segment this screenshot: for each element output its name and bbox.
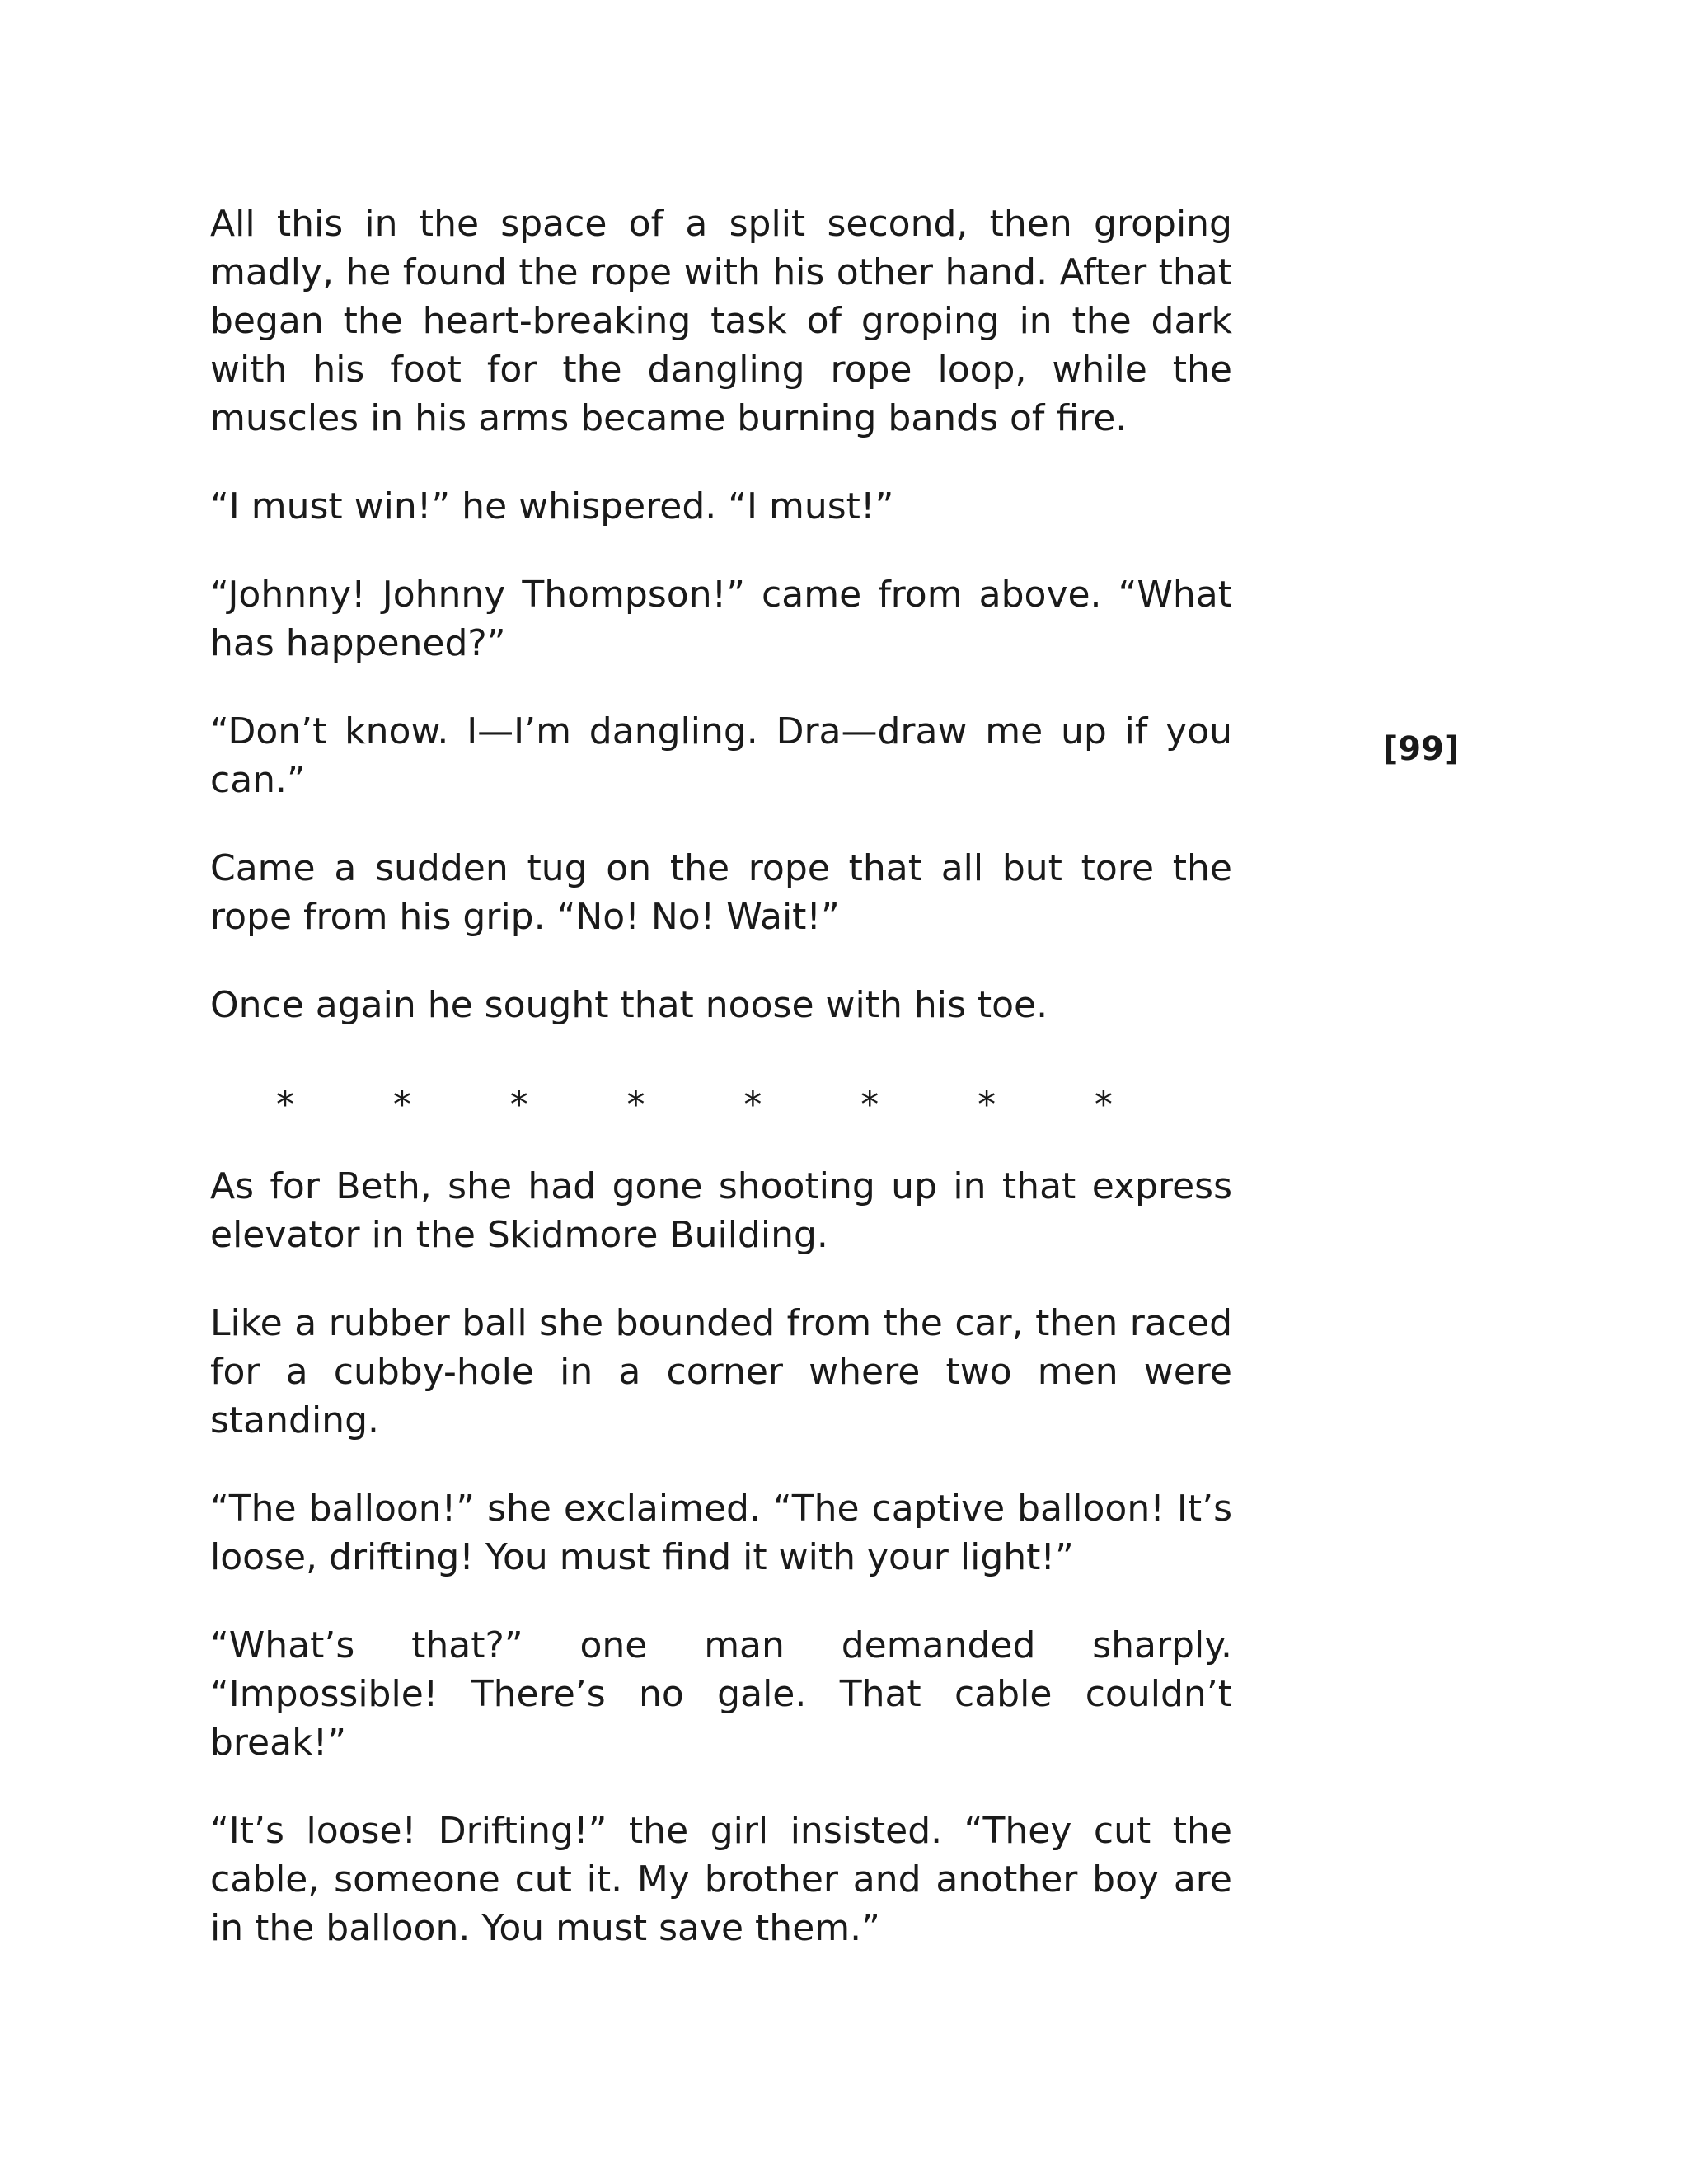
scene-break-asterisk: * (743, 1084, 762, 1126)
paragraph: As for Beth, she had gone shooting up in that express elevator in the Skidmore Building. (210, 1165, 1232, 1256)
paragraph: Came a sudden tug on the rope that all but tore the rope from his grip. “No! No! Wait!” (210, 847, 1232, 938)
paragraph: All this in the space of a split second, then groping madly, he found the rope with his other hand. After that began the heart-breaking task of groping in the dark with his foot for the dangling rope loop, while the muscles in his arms became burning bands of fire. (210, 203, 1232, 439)
scene-break-asterisk: * (1094, 1084, 1113, 1126)
scene-break-asterisk: * (392, 1084, 411, 1126)
paragraph: “What’s that?” one man demanded sharply. “Impossible! There’s no gale. That cable couldn’t break!” (210, 1624, 1232, 1764)
page-number: [99] (1383, 730, 1460, 768)
text-column (210, 199, 1232, 1992)
paragraph: “Don’t know. I—I’m dangling. Dra—draw me up if you can.” (210, 710, 1232, 801)
scene-break-asterisk: * (978, 1084, 996, 1126)
scene-break-asterisk: * (860, 1084, 879, 1126)
scene-break-asterisk: * (276, 1084, 294, 1126)
paragraph: “The balloon!” she exclaimed. “The captive balloon! It’s loose, drifting! You must find it with your light!” (210, 1488, 1232, 1578)
paragraph: “I must win!” he whispered. “I must!” (210, 485, 894, 527)
paragraph: Once again he sought that noose with his toe. (210, 984, 1048, 1026)
scene-break-asterisk: * (626, 1084, 645, 1126)
paragraph: “Johnny! Johnny Thompson!” came from above. “What has happened?” (210, 574, 1232, 664)
scene-break (276, 1069, 1113, 1129)
scene-break-asterisk: * (509, 1084, 528, 1126)
paragraph: “It’s loose! Drifting!” the girl insisted. “They cut the cable, someone cut it. My brother and another boy are in the balloon. You must save them.” (210, 1810, 1232, 1949)
paragraph: Like a rubber ball she bounded from the car, then raced for a cubby-hole in a corner where two men were standing. (210, 1302, 1232, 1441)
